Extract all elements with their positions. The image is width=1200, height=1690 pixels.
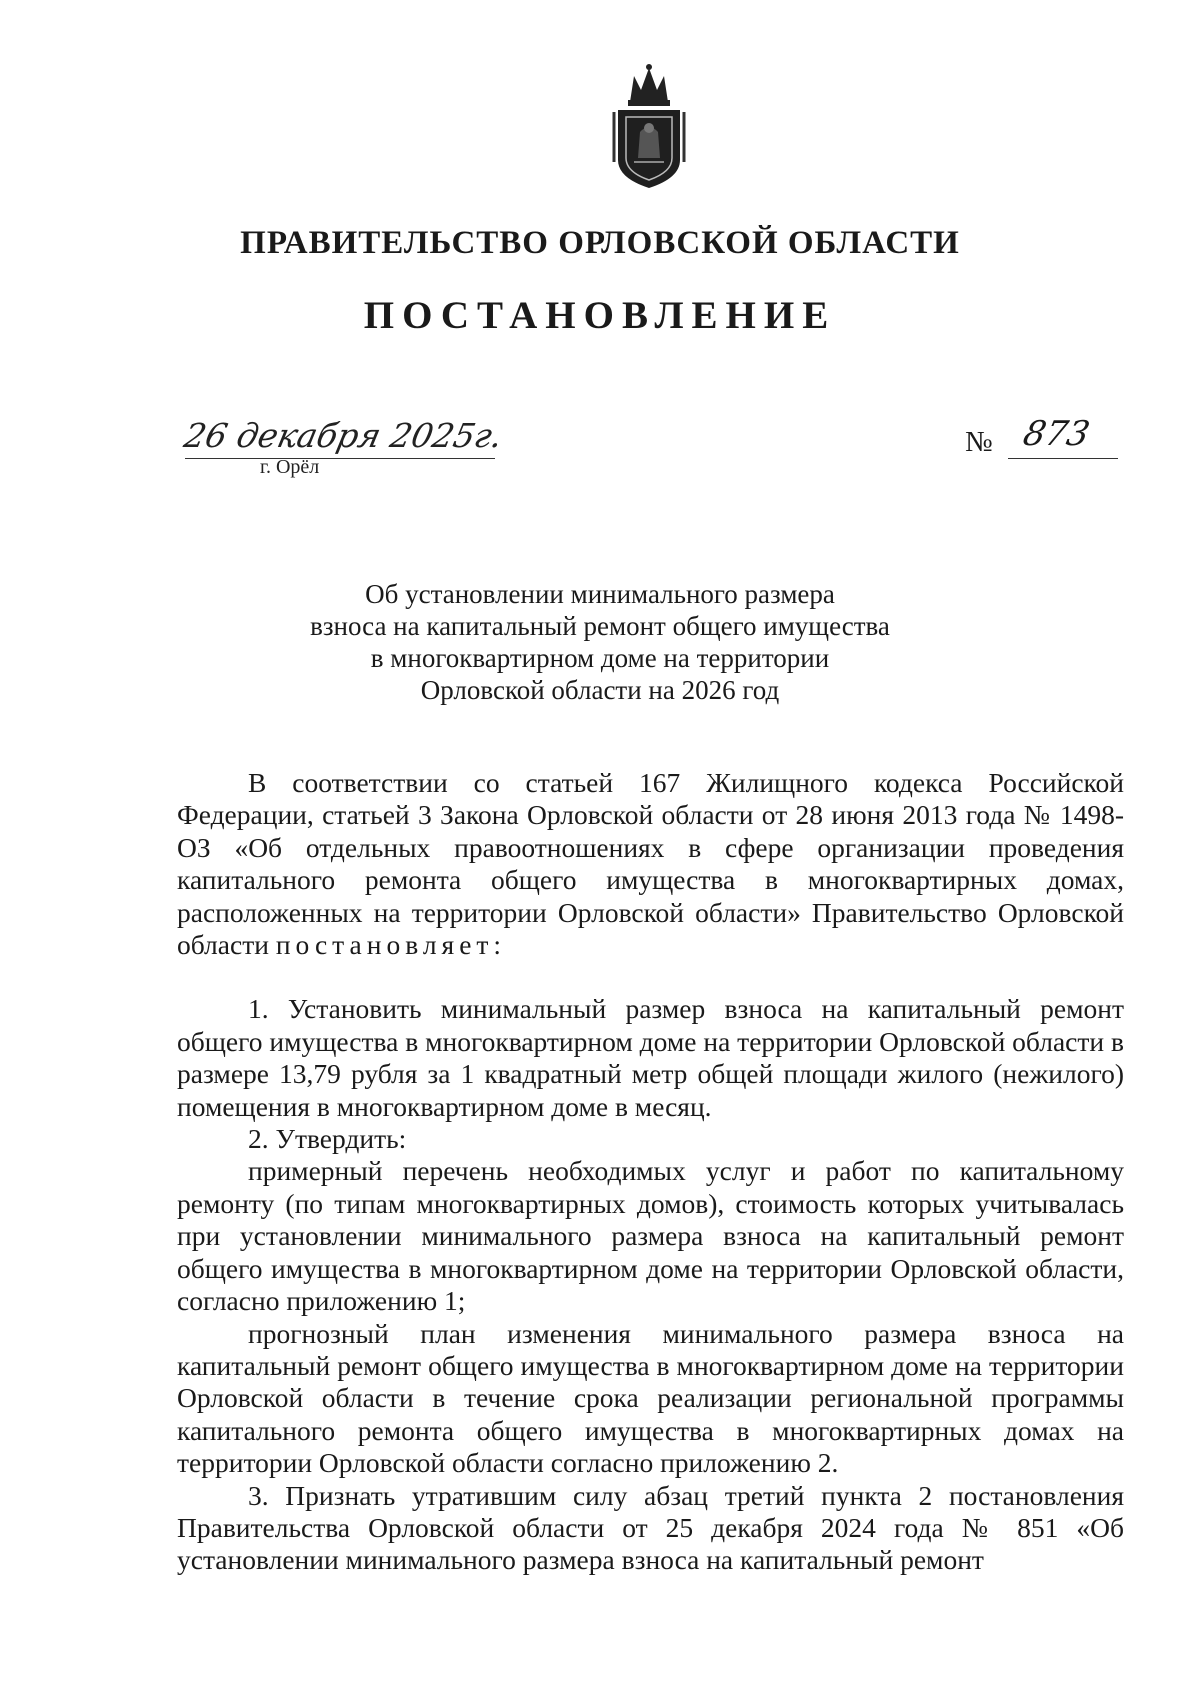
handwritten-date: 26 декабря 2025г.: [180, 416, 507, 455]
subject-line: взноса на капитальный ремонт общего имущества: [310, 611, 890, 641]
document-subject: [240, 578, 960, 706]
item-1-paragraph: 1. Установить минимальный размер взноса на капитальный ремонт общего имущества в многоквартирном доме на территории Орловской области в размере 13,79 рубля за 1 квадратный метр общей площади жилого (нежилого) помещения в многоквартирном доме в месяц.: [177, 993, 1124, 1122]
subject-line: Орловской области на 2026 год: [420, 675, 780, 705]
city-label: г. Орёл: [260, 456, 320, 478]
document-body: [177, 767, 1124, 1577]
date-underline: [185, 458, 495, 459]
item-3-paragraph: 3. Признать утратившим силу абзац третий пункта 2 постановления Правительства Орловской области от 25 декабря 2024 года № 851 «Об установлении минимального размера взноса на капитальный ремонт: [177, 1479, 1124, 1576]
document-type-title: ПОСТАНОВЛЕНИЕ: [363, 294, 837, 337]
item-2b-paragraph: прогнозный план изменения минимального размера взноса на капитальный ремонт общего имущества в многоквартирном доме на территории Орловской области в течение срока реализации региональной программы капитального ремонта общего имущества в многоквартирных домах на территории Орловской области согласно приложению 2.: [177, 1317, 1124, 1479]
number-label: №: [965, 426, 993, 458]
number-underline: [1008, 458, 1118, 459]
subject-line: в многоквартирном доме на территории: [370, 643, 830, 673]
subject-line: Об установлении минимального размера: [365, 579, 835, 609]
date-field: [180, 416, 507, 466]
item-2a-paragraph: примерный перечень необходимых услуг и работ по капитальному ремонту (по типам многоквартирных домов), стоимость которых учитывалась при установлении минимального размера взноса на капитальный ремонт общего имущества в многоквартирном доме на территории Орловской области, согласно приложению 1;: [177, 1155, 1124, 1317]
government-title: ПРАВИТЕЛЬСТВО ОРЛОВСКОЙ ОБЛАСТИ: [240, 225, 960, 261]
item-2-paragraph: 2. Утвердить:: [248, 1123, 407, 1155]
number-field: [1008, 414, 1118, 460]
resolves-word: постановляет:: [275, 929, 507, 961]
preamble-paragraph: [177, 767, 1124, 961]
preamble-text: В соответствии со статьей 167 Жилищного кодекса Российской Федерации, статьей 3 Закона Орловской области от 28 июня 2013 года № 1498-ОЗ «Об отдельных правоотношениях в сфере организации проведения капитального ремонта общего имущества в многоквартирных домах, расположенных на территории Орловской области» Правительство Орловской области: [177, 767, 1124, 961]
coat-of-arms-icon: [608, 62, 690, 190]
handwritten-number: 873: [1019, 414, 1094, 454]
